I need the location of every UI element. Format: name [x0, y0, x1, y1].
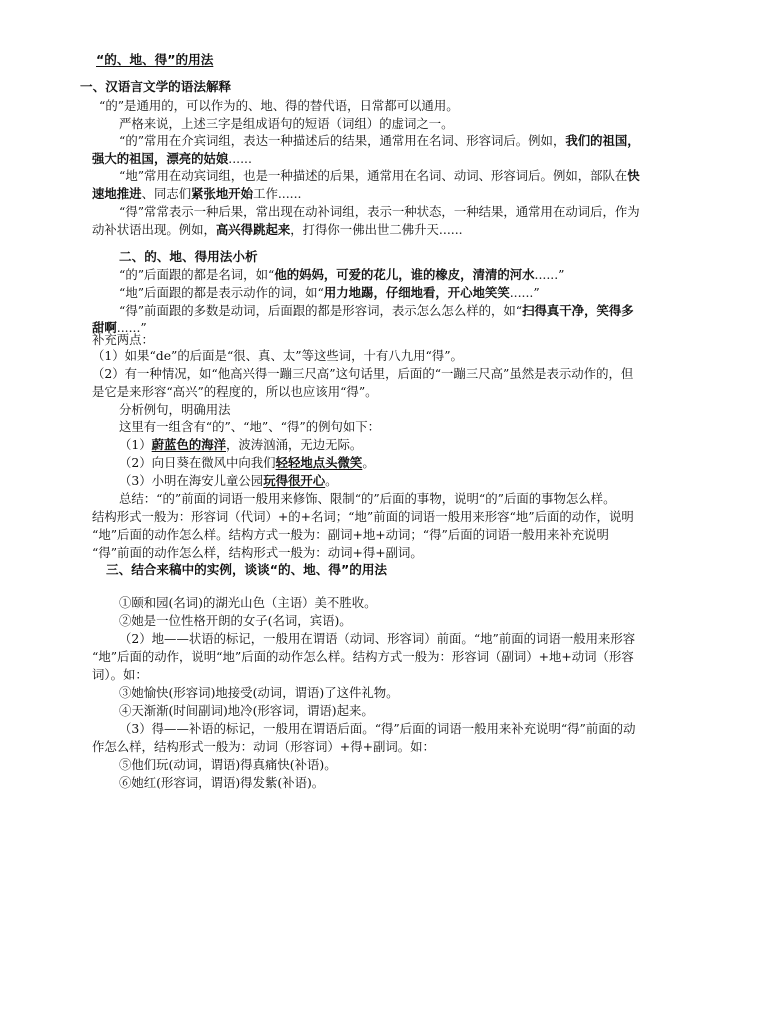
text: 工作......: [253, 186, 302, 201]
paragraph: [0, 266, 768, 284]
case-sentence: ②她是一位性格开朗的女子(名词，宾语)。: [119, 613, 352, 628]
example-sentence: [0, 436, 768, 454]
section-1-heading: 一、汉语言文学的语法解释: [80, 79, 232, 94]
paragraph: “得”常常表示一种后果，常出现在动补词组，表示一种状态，一种结果，通常用在动词后，作为: [119, 204, 640, 219]
paragraph: 分析例句，明确用法: [119, 402, 231, 417]
case-sentence: ⑤他们玩(动词，谓语)得真痛快(补语)。: [119, 757, 337, 772]
example: 他的妈妈: [274, 267, 324, 282]
text: ，打得你一佛出世二佛升天......: [290, 222, 463, 237]
summary: “地”后面的动作怎么样。结构方式一般为：副词+地+动词；“得”后面的词语一般用来补充说明: [92, 527, 609, 542]
note: 是它是来形容“高兴”的程度的，所以也应该用“得”。: [92, 384, 378, 399]
example: 快: [627, 168, 640, 183]
case-sentence: ①颐和园(名词)的湖光山色（主语）美不胜收。: [119, 595, 377, 610]
text: ，: [153, 151, 167, 166]
text: “地”后面跟的都是表示动作的词，如“: [119, 285, 324, 300]
section-2-heading: 二、的、地、得用法小析: [119, 249, 258, 264]
text: ......”: [534, 267, 565, 282]
example: 紧张地开始: [191, 186, 254, 201]
paragraph: [0, 185, 768, 203]
paragraph: [0, 302, 768, 320]
text: “地”常用在动宾词组，也是一种描述的后果，通常用在名词、动词、形容词后。例如，部队在: [119, 168, 628, 183]
paragraph: “地”后面的动作，说明“地”后面的动作怎么样。结构方式一般为：形容词（副词）+地+动词（形容: [92, 649, 634, 664]
text: （2）向日葵在微风中向我们: [119, 455, 276, 470]
title-text: “的、地、得”的用法: [96, 52, 214, 67]
text: ，: [398, 267, 411, 282]
text: 动补状语出现。例如，: [92, 222, 216, 237]
example: 蔚蓝色的海洋: [151, 437, 227, 452]
section-3-heading: 三、结合来稿中的实例，谈谈“的、地、得”的用法: [106, 562, 388, 577]
paragraph: [0, 132, 768, 150]
text: （1）: [119, 437, 152, 452]
text: “得”前面跟的多数是动词，后面跟的都是形容词，表示怎么怎么样的，如“: [119, 303, 523, 318]
summary: 结构形式一般为：形容词（代词）+的+名词；“地”前面的词语一般用来形容“地”后面的动作，说明: [92, 509, 634, 524]
summary: 总结：“的”前面的词语一般用来修饰、限制“的”后面的事物，说明“的”后面的事物怎么样。: [119, 491, 616, 506]
example: 强大的祖国: [92, 151, 154, 166]
text: ，: [373, 285, 386, 300]
text: 、同志们: [141, 186, 192, 201]
example: 玩得很开心: [263, 473, 326, 488]
text: ，: [460, 267, 473, 282]
example: 高兴得跳起来: [215, 222, 291, 237]
example: 仔细地看: [385, 285, 436, 300]
case-sentence: ③她愉快(形容词)地接受(动词，谓语)了这件礼物。: [119, 685, 399, 700]
supplement-label: 补充两点：: [92, 332, 154, 347]
text: ，: [435, 285, 448, 300]
note: （1）如果“de”的后面是“很、真、太”等这些词，十有八九用“得”。: [92, 348, 463, 363]
paragraph: （3）得——补语的标记，一般用在谓语后面。“得”后面的词语一般用来补充说明“得”前面的动: [119, 721, 636, 736]
text: ......”: [509, 285, 540, 300]
text: 。: [362, 455, 375, 470]
summary: “得”前面的动作怎么样，结构形式一般为：动词+得+副词。: [92, 545, 423, 560]
paragraph: 作怎么样，结构形式一般为：动词（形容词）+得+副词。如：: [92, 739, 435, 754]
example-sentence: [0, 454, 768, 472]
page-title: [0, 51, 768, 69]
example: 扫得真干净: [522, 303, 585, 318]
example: 笑得多: [596, 303, 634, 318]
example-sentence: [0, 472, 768, 490]
example: 可爱的花儿: [336, 267, 399, 282]
example: 速地推进: [92, 186, 142, 201]
text: “的”后面跟的都是名词，如“: [119, 267, 275, 282]
paragraph: 词）。如：: [92, 667, 148, 682]
example: 甜啊: [92, 320, 117, 335]
example: 轻轻地点头微笑: [275, 455, 363, 470]
paragraph: 严格来说，上述三字是组成语句的短语（词组）的虚词之一。: [119, 116, 454, 131]
text: ，: [323, 267, 337, 282]
paragraph: [0, 284, 768, 302]
case-sentence: ⑥她红(形容词，谓语)得发紫(补语)。: [119, 775, 325, 790]
text: ，: [627, 133, 640, 148]
text: ......”: [116, 320, 147, 335]
example: 我们的祖国: [565, 133, 628, 148]
case-sentence: ④天渐渐(时间副词)地冷(形容词，谓语)起来。: [119, 703, 374, 718]
text: “的”常用在介宾词组，表达一种描述后的结果，通常用在名词、形容词后。例如，: [119, 133, 566, 148]
paragraph: 这里有一组含有“的”、“地”、“得”的例句如下：: [119, 419, 381, 434]
text: 。: [325, 473, 338, 488]
example: 谁的橡皮: [410, 267, 461, 282]
text: ，波涛汹涌，无边无际。: [226, 437, 363, 452]
paragraph: [0, 167, 768, 185]
text: ，: [584, 303, 597, 318]
text: ......: [228, 151, 252, 166]
text: （3）小明在海安儿童公园: [119, 473, 264, 488]
paragraph: [0, 150, 768, 168]
paragraph: [0, 221, 768, 239]
example: 开心地笑笑: [447, 285, 510, 300]
example: 清清的河水: [472, 267, 535, 282]
example: 用力地踢: [323, 285, 374, 300]
paragraph: “的”是通用的，可以作为的、地、得的替代语，日常都可以通用。: [99, 98, 459, 113]
paragraph: （2）地——状语的标记，一般用在谓语（动词、形容词）前面。“地”前面的词语一般用来形容: [119, 631, 636, 646]
note: （2）有一种情况，如“他高兴得一蹦三尺高”这句话里，后面的“一蹦三尺高”虽然是表示动作的，但: [92, 366, 634, 381]
example: 漂亮的姑娘: [166, 151, 229, 166]
